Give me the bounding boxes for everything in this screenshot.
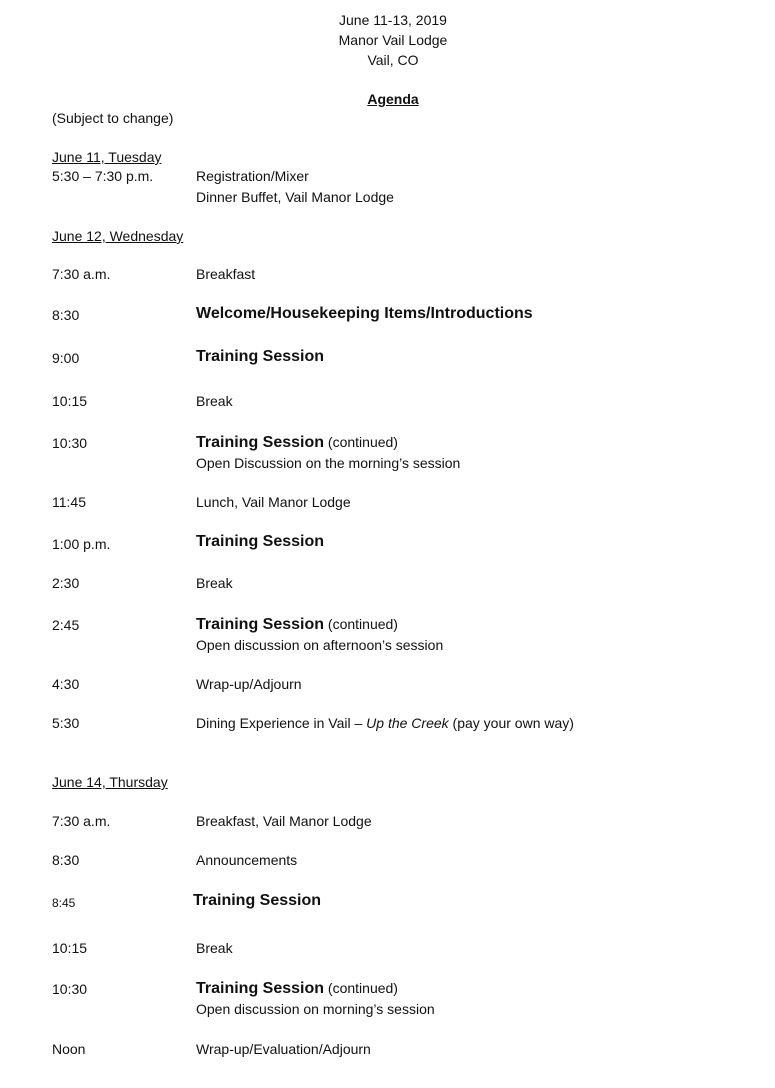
agenda-description: Wrap-up/Evaluation/Adjourn: [196, 1041, 371, 1057]
agenda-description: [196, 714, 574, 732]
agenda-session-row: [196, 615, 398, 634]
agenda-description: Announcements: [196, 852, 298, 868]
agenda-detail: Dinner Buffet, Vail Manor Lodge: [196, 189, 394, 205]
agenda-time: 2:45: [52, 617, 80, 633]
agenda-time: 10:15: [52, 393, 88, 409]
agenda-time: 7:30 a.m.: [52, 266, 111, 282]
agenda-time: 9:00: [52, 350, 80, 366]
agenda-session-title: Training Session: [196, 348, 325, 365]
day-heading-june-14: June 14, Thursday: [52, 774, 168, 790]
agenda-time: Noon: [52, 1041, 86, 1057]
agenda-detail: Open discussion on afternoon’s session: [196, 637, 444, 653]
day-heading-june-12: June 12, Wednesday: [52, 228, 184, 244]
continued-label: (continued): [327, 980, 398, 996]
agenda-title: Agenda: [367, 91, 419, 107]
agenda-time: 5:30: [52, 715, 80, 731]
agenda-session-title: Training Session: [196, 980, 325, 997]
agenda-time: 8:45: [52, 896, 76, 910]
agenda-time: 8:30: [52, 307, 80, 323]
agenda-time: 10:30: [52, 981, 88, 997]
restaurant-name: Up the Creek: [366, 715, 449, 731]
agenda-session-title: Training Session: [193, 892, 322, 909]
dining-note: (pay your own way): [448, 715, 574, 731]
agenda-detail: Open discussion on morning’s session: [196, 1001, 435, 1017]
event-venue: Manor Vail Lodge: [338, 32, 448, 48]
continued-label: (continued): [327, 616, 398, 632]
day-heading-june-11: June 11, Tuesday: [52, 149, 162, 165]
agenda-description: Break: [196, 940, 233, 956]
agenda-description: Registration/Mixer: [196, 168, 309, 184]
event-dates: June 11-13, 2019: [339, 12, 447, 28]
agenda-description: Breakfast: [196, 266, 256, 282]
event-location: Vail, CO: [367, 52, 419, 68]
agenda-time: 8:30: [52, 852, 80, 868]
agenda-session-title: Training Session: [196, 616, 325, 633]
agenda-session-title: Welcome/Housekeeping Items/Introductions: [196, 305, 533, 322]
agenda-session-title: Training Session: [196, 434, 325, 451]
agenda-time: 4:30: [52, 676, 80, 692]
agenda-session-row: [196, 979, 398, 998]
agenda-time: 10:30: [52, 435, 88, 451]
agenda-detail: Open Discussion on the morning’s session: [196, 455, 461, 471]
agenda-description: Break: [196, 575, 233, 591]
agenda-time: 7:30 a.m.: [52, 813, 111, 829]
agenda-description: Breakfast, Vail Manor Lodge: [196, 813, 372, 829]
agenda-time: 2:30: [52, 575, 80, 591]
subject-to-change-note: (Subject to change): [52, 110, 174, 126]
agenda-time: 1:00 p.m.: [52, 536, 111, 552]
agenda-description: Wrap-up/Adjourn: [196, 676, 302, 692]
continued-label: (continued): [327, 434, 398, 450]
agenda-description: Break: [196, 393, 233, 409]
agenda-time: 5:30 – 7:30 p.m.: [52, 168, 154, 184]
dining-text: Dining Experience in Vail –: [196, 715, 367, 731]
agenda-time: 11:45: [52, 494, 86, 510]
agenda-session-title: Training Session: [196, 533, 325, 550]
agenda-session-row: [196, 433, 398, 452]
agenda-time: 10:15: [52, 940, 88, 956]
agenda-description: Lunch, Vail Manor Lodge: [196, 494, 351, 510]
